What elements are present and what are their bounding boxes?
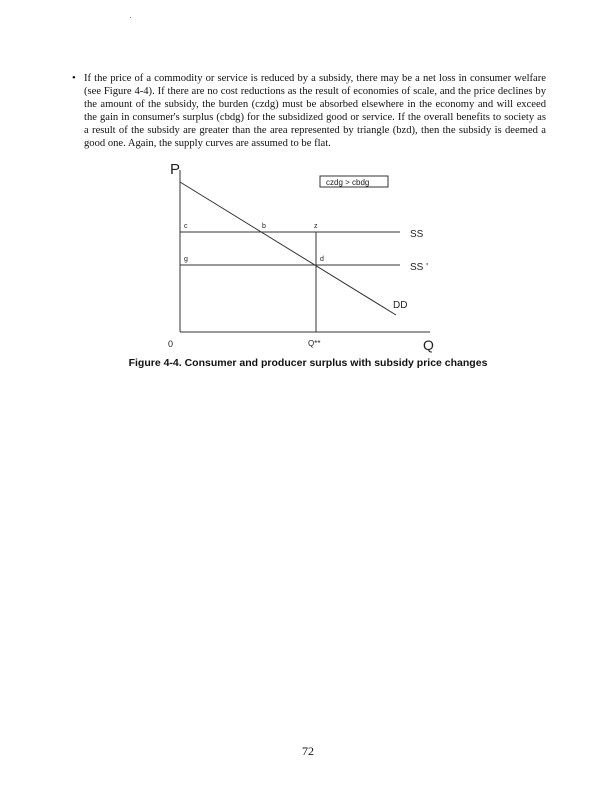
label-ss-prime: SS ' xyxy=(410,262,429,273)
demand-curve-dd xyxy=(180,182,396,315)
axis-label-q: Q xyxy=(423,337,434,353)
label-dd: DD xyxy=(393,300,408,311)
axis-label-p: P xyxy=(170,161,181,178)
point-c: c xyxy=(184,223,188,230)
figure-caption: Figure 4-4. Consumer and producer surplus with subsidy price changes xyxy=(128,357,488,369)
origin-label: 0 xyxy=(168,339,174,349)
label-q-star: Q** xyxy=(308,339,321,348)
point-g: g xyxy=(184,256,188,263)
note-text: czdg > cbdg xyxy=(326,178,370,187)
paragraph-text: If the price of a commodity or service is reduced by a subsidy, there may be a net loss in consumer welfare (see Figure 4-4). If there are no cost reductions as the result of economies of scale, and the price declines by the amount of the subsidy, the burden (czdg) must be absorbed elsewhere in the economy and will exceed the gain in consumer's surplus (cbdg) for the subsidized good or service. If the overall benefits to society as a result of the subsidy are greater than the area represented by triangle (bzd), then the subsidy is deemed a good one. Again, the supply curves are assumed to be flat. xyxy=(84,73,546,150)
label-ss: SS xyxy=(410,229,424,240)
point-b: b xyxy=(262,223,266,230)
page-number: 72 xyxy=(302,744,314,758)
point-d: d xyxy=(320,256,324,263)
bullet: • xyxy=(72,73,76,84)
point-z: z xyxy=(314,223,318,230)
